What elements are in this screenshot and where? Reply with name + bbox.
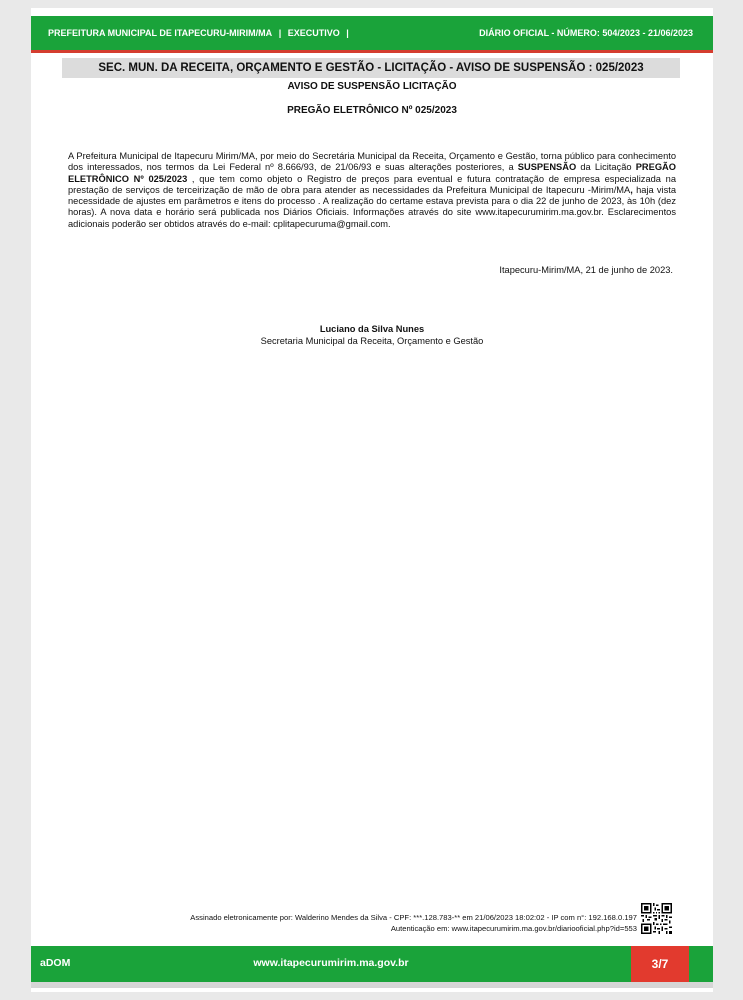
date-line: Itapecuru-Mirim/MA, 21 de junho de 2023. bbox=[499, 265, 673, 275]
header-edition: DIÁRIO OFICIAL - NÚMERO: 504/2023 - 21/06/2023 bbox=[479, 28, 693, 38]
body-part: da Licitação bbox=[576, 162, 636, 173]
header-branch: EXECUTIVO bbox=[287, 28, 340, 38]
signer-name: Luciano da Silva Nunes bbox=[319, 324, 425, 334]
page-header bbox=[31, 16, 713, 50]
page-number: 3/7 bbox=[651, 957, 669, 971]
header-left bbox=[48, 28, 353, 38]
footer-site-link[interactable]: www.itapecurumirim.ma.gov.br bbox=[253, 957, 409, 969]
body-part: haja vista necessidade de ajustes em parâmetros e itens do processo . A realização do certame estava prevista para o dia 22 de junho de 2023, às 10h (dez horas). A nova data e horário será publicada nos Diários Oficiais. Informações através do site www.itapecurumirim.ma.gov.br. Esclarecimentos adicionais poderão ser obtidos através do e-mail: cplitapecuruma@gmail.com. bbox=[68, 184, 677, 229]
section-title: SEC. MUN. DA RECEITA, ORÇAMENTO E GESTÃO - LICITAÇÃO - AVISO DE SUSPENSÃO : 025/2023 bbox=[98, 62, 644, 74]
page-number-badge bbox=[631, 946, 689, 982]
footer-brand: aDOM bbox=[40, 957, 71, 969]
header-separator: | bbox=[346, 28, 349, 38]
section-title-bar bbox=[62, 58, 680, 78]
body-part: A Prefeitura Municipal de Itapecuru Mirim/MA, por meio do Secretária Municipal da Receita, Orçamento e Gestão, torna público para conhecimento dos interessados, nos termos da Lei Federal nº 8.666/93, de 21/06/93 e suas alterações posteriores, a bbox=[68, 151, 676, 173]
authentication-signed-by: Assinado eletronicamente por: Walderino Mendes da Silva - CPF: ***.128.783-** em 21/06/2023 18:02:02 - IP com n°: 192.168.0.197 bbox=[190, 913, 637, 922]
notice-body bbox=[68, 151, 676, 230]
header-separator: | bbox=[278, 28, 282, 38]
authentication-url: Autenticação em: www.itapecurumirim.ma.gov.br/diariooficial.php?id=553 bbox=[390, 924, 637, 933]
notice-heading: AVISO DE SUSPENSÃO LICITAÇÃO bbox=[287, 81, 457, 92]
header-municipality: PREFEITURA MUNICIPAL DE ITAPECURU-MIRIM/MA bbox=[48, 28, 273, 38]
authentication-block bbox=[190, 912, 637, 934]
page-footer bbox=[31, 946, 713, 982]
body-comma: , bbox=[630, 184, 633, 195]
qr-code-icon[interactable] bbox=[641, 903, 672, 934]
signer-role: Secretaria Municipal da Receita, Orçamento e Gestão bbox=[260, 336, 484, 346]
notice-subheading: PREGÃO ELETRÔNICO Nº 025/2023 bbox=[287, 105, 457, 116]
header-accent-stripe bbox=[31, 50, 713, 53]
body-part: , que tem como objeto o Registro de preços para eventual e futura contratação de empresa especializada na prestação de serviços de terceirização de mão de obra para atender as necessidades da Prefeitura Municipal de Itapecuru -Mirim/MA bbox=[68, 173, 676, 195]
document-page bbox=[31, 8, 713, 992]
footer-shadow bbox=[31, 982, 713, 988]
suspension-keyword: SUSPENSÃO bbox=[517, 162, 577, 173]
pregao-reference: PREGÃO ELETRÔNICO Nº 025/2023 bbox=[68, 162, 676, 184]
